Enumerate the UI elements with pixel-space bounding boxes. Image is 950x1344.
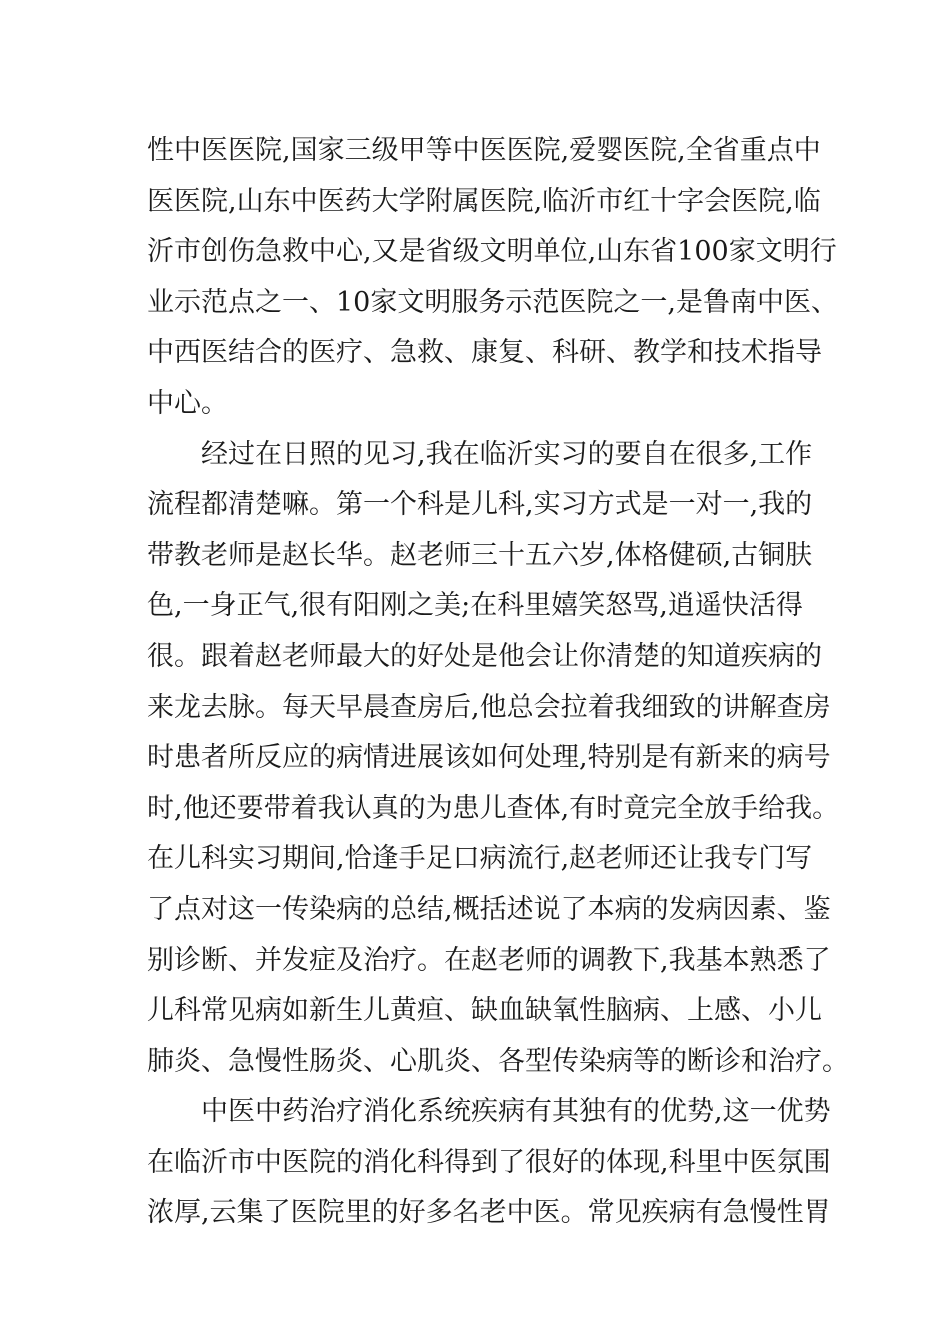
text-line: 儿科常见病如新生儿黄疸、缺血缺氧性脑病、上感、小儿 (147, 995, 822, 1027)
text-line: 沂市创伤急救中心,又是省级文明单位,山东省100家文明行 (147, 236, 837, 268)
text-line: 经过在日照的见习,我在临沂实习的要自在很多,工作 (147, 438, 813, 470)
text-line: 时,他还要带着我认真的为患儿查体,有时竟完全放手给我。 (147, 792, 840, 824)
text-line: 了点对这一传染病的总结,概括述说了本病的发病因素、鉴 (147, 893, 831, 925)
text-line: 医医院,山东中医药大学附属医院,临沂市红十字会医院,临 (147, 185, 821, 217)
text-line: 时患者所反应的病情进展该如何处理,特别是有新来的病号 (147, 742, 831, 774)
text-line: 色,一身正气,很有阳刚之美;在科里嬉笑怒骂,逍遥快活得 (147, 590, 803, 622)
body-text (147, 126, 849, 1239)
text-line: 来龙去脉。每天早晨查房后,他总会拉着我细致的讲解查房 (147, 691, 831, 723)
text-line: 性中医医院,国家三级甲等中医医院,爱婴医院,全省重点中 (147, 135, 821, 166)
text-line: 中心。 (147, 387, 228, 419)
text-line: 流程都清楚嘛。第一个科是儿科,实习方式是一对一,我的 (147, 489, 813, 521)
text-line: 在临沂市中医院的消化科得到了很好的体现,科里中医氛围 (147, 1146, 831, 1178)
text-line: 别诊断、并发症及治疗。在赵老师的调教下,我基本熟悉了 (147, 944, 831, 976)
text-line: 浓厚,云集了医院里的好多名老中医。常见疾病有急慢性胃 (147, 1197, 831, 1229)
text-line: 在儿科实习期间,恰逢手足口病流行,赵老师还让我专门写 (147, 843, 813, 875)
text-line: 肺炎、急慢性肠炎、心肌炎、各型传染病等的断诊和治疗。 (147, 1045, 849, 1077)
text-line: 中医中药治疗消化系统疾病有其独有的优势,这一优势 (147, 1096, 831, 1128)
text-line: 中西医结合的医疗、急救、康复、科研、教学和技术指导 (147, 337, 822, 369)
text-line: 带教老师是赵长华。赵老师三十五六岁,体格健硕,古铜肤 (147, 539, 813, 571)
text-line: 很。跟着赵老师最大的好处是他会让你清楚的知道疾病的 (147, 640, 822, 672)
text-line: 业示范点之一、10家文明服务示范医院之一,是鲁南中医、 (147, 286, 838, 318)
